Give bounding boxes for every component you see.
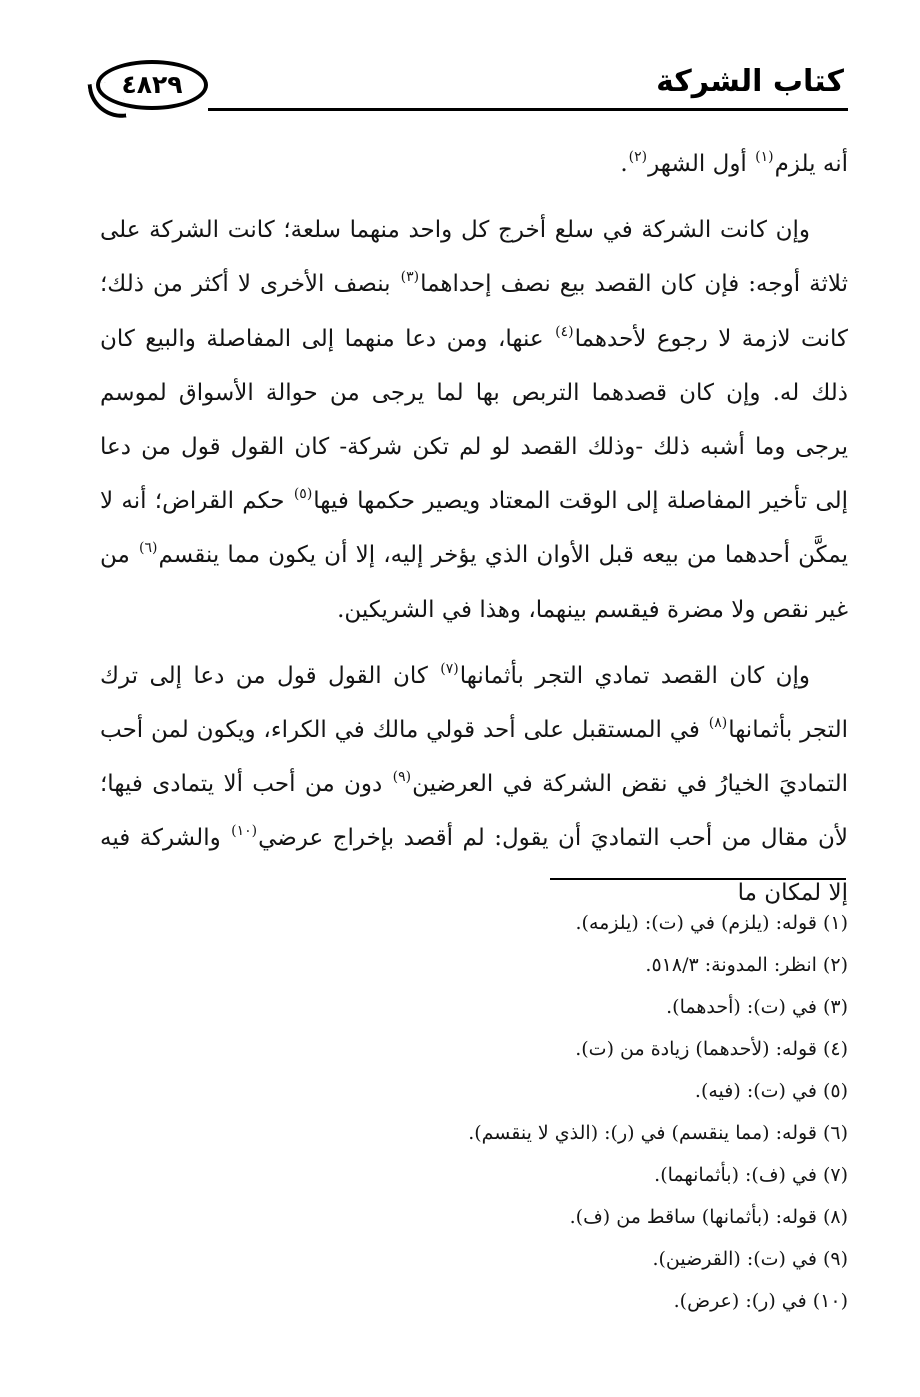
- text-segment: .: [620, 151, 628, 177]
- text-segment: عنها، ومن دعا منهما إلى المفاصلة والبيع كان ذلك له. وإن كان قصدهما التربص بها لما يرجى من حوالة الأسواق لموسم يرجى وما أشبه ذلك -وذلك القصد لو لم تكن شركة- كان القول قول من دعا إلى تأخير المفاصلة إلى الوقت المعتاد ويصير حكمها فيها: [100, 325, 848, 515]
- text-segment: أول الشهر: [648, 151, 755, 177]
- footnote: (١) قوله: (يلزم) في (ت): (يلزمه).: [575, 912, 848, 934]
- page-number-oval: [96, 60, 208, 110]
- footnote-ref-9: (٩): [392, 769, 412, 786]
- text-segment: في المستقبل على أحد قولي مالك في الكراء، ويكون لمن أحب التماديَ الخيارُ في نقض الشركة في العرضين: [100, 717, 848, 798]
- footnote: (٣) في (ت): (أحدهما).: [666, 996, 848, 1018]
- text-segment: كان القول قول من دعا إلى ترك التجر بأثمانها: [100, 662, 848, 744]
- text-segment: وإن كانت الشركة في سلع أخرج كل واحد منهما سلعة؛ كانت الشركة على ثلاثة أوجه: فإن كان القصد بيع نصف إحداهما: [100, 217, 848, 298]
- footnote-ref-8: (٨): [708, 715, 728, 732]
- text-segment: حكم القراض؛ أنه لا يمكَّن أحدهما من بيعه قبل الأوان الذي يؤخر إليه، إلا أن يكون مما ينقسم: [100, 488, 849, 569]
- header-rule: [208, 108, 848, 111]
- footnote-ref-6: (٦): [138, 540, 158, 557]
- footnote-ref-2: (٢): [628, 149, 648, 165]
- footnote: (٢) انظر: المدونة: ٥١٨/٣.: [645, 954, 848, 976]
- page-header: [96, 58, 848, 118]
- paragraph-1: [100, 137, 848, 191]
- footnote-ref-4: (٤): [555, 323, 574, 340]
- footnote: (٧) في (ف): (بأثمانهما).: [654, 1164, 848, 1186]
- text-segment: دون من أحب ألا يتمادى فيها؛ لأن مقال من أحب التماديَ أن يقول: لم أقصد بإخراج عرضي: [100, 771, 848, 852]
- footnote-separator: [550, 878, 846, 880]
- running-title: كتاب الشركة: [656, 64, 844, 99]
- footnote: (٩) في (ت): (القرضين).: [652, 1248, 848, 1270]
- main-text: [100, 137, 848, 920]
- footnote: (٨) قوله: (بأثمانها) ساقط من (ف).: [569, 1206, 848, 1228]
- footnote-ref-1: (١): [755, 149, 774, 165]
- text-segment: وإن كان القصد تمادي التجر بأثمانها: [459, 662, 810, 689]
- text-segment: والشركة فيه إلا لمكان ما: [100, 825, 848, 906]
- footnote-ref-3: (٣): [400, 269, 420, 286]
- footnotes-list: [148, 902, 848, 1322]
- footnote: (١٠) في (ر): (عرض).: [673, 1290, 848, 1312]
- footnote-ref-10: (١٠): [231, 823, 258, 840]
- footnote-ref-5: (٥): [293, 486, 313, 503]
- page-number: ٤٨٢٩: [121, 70, 183, 99]
- footnote: (٤) قوله: (لأحدهما) زيادة من (ت).: [575, 1038, 848, 1060]
- text-segment: أنه يلزم: [774, 151, 848, 177]
- text-segment: من غير نقص ولا مضرة فيقسم بينهما، وهذا في الشريكين.: [100, 542, 848, 623]
- paragraph-2: [100, 203, 848, 637]
- text-segment: بنصف الأخرى لا أكثر من ذلك؛ كانت لازمة لا رجوع لأحدهما: [100, 271, 848, 352]
- footnote-ref-7: (٧): [440, 660, 459, 677]
- footnote: (٥) في (ت): (فيه).: [694, 1080, 848, 1102]
- footnote: (٦) قوله: (مما ينقسم) في (ر): (الذي لا ينقسم).: [468, 1122, 848, 1144]
